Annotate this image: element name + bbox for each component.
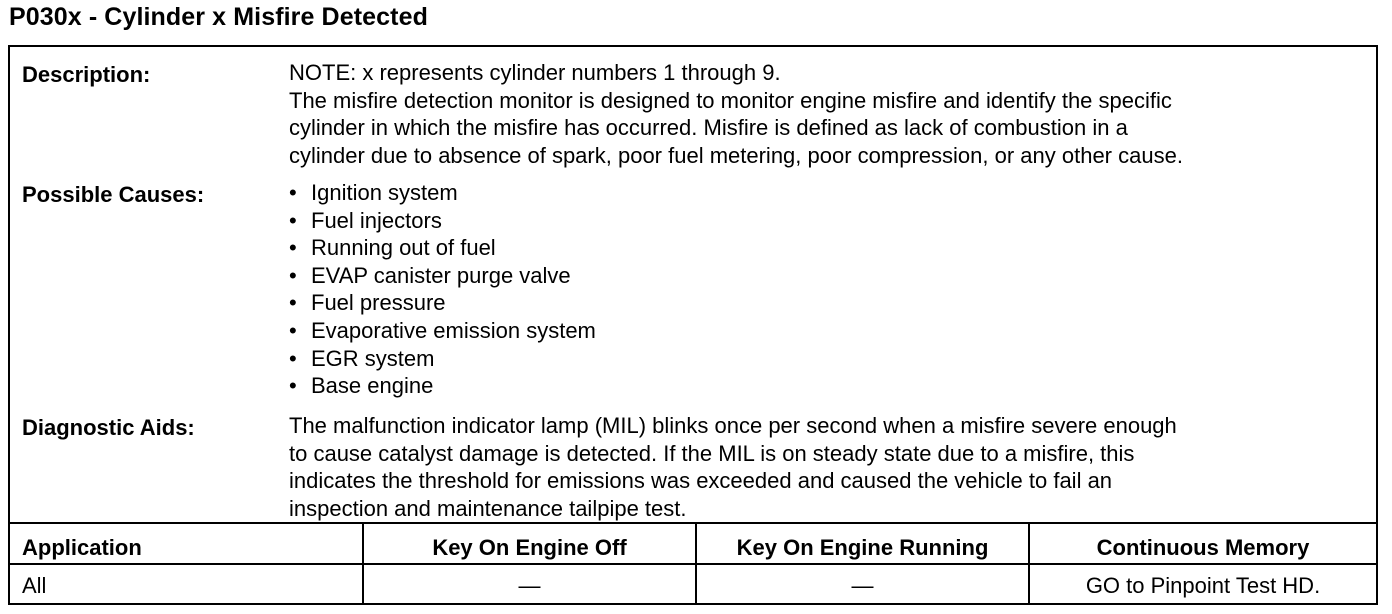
cause-text: EGR system (311, 345, 435, 371)
page-title: P030x - Cylinder x Misfire Detected (9, 3, 428, 31)
diagnostic-aids-text (289, 412, 1177, 522)
list-item (289, 289, 596, 317)
description-line: cylinder in which the misfire has occurred. Misfire is defined as lack of combustion in a (289, 115, 1128, 140)
diagnostic-aids-line: to cause catalyst damage is detected. If the MIL is on steady state due to a misfire, this (289, 440, 1135, 466)
list-item (289, 207, 596, 235)
description-line: NOTE: x represents cylinder numbers 1 through 9. (289, 60, 781, 85)
table-top-divider (10, 522, 1376, 524)
bullet-icon: • (289, 180, 297, 205)
list-item (289, 234, 596, 262)
diagnostic-aids-line: indicates the threshold for emissions was exceeded and caused the vehicle to fail an (289, 468, 1113, 493)
description-label: Description: (22, 62, 151, 87)
table-header-koer: Key On Engine Running (736, 535, 989, 560)
bullet-icon: • (289, 290, 297, 316)
list-item (289, 262, 596, 290)
table-cell-koeo: — (518, 573, 541, 598)
bullet-icon: • (289, 207, 297, 233)
bullet-icon: • (289, 373, 297, 399)
list-item (289, 345, 596, 373)
table-header-application: Application (22, 535, 142, 560)
diagnostic-aids-line: The malfunction indicator lamp (MIL) blinks once per second when a misfire severe enough (289, 413, 1177, 438)
cause-text: Evaporative emission system (311, 317, 596, 343)
table-header-continuous-memory: Continuous Memory (1096, 535, 1310, 560)
possible-causes-list (289, 179, 596, 400)
diagnostic-aids-line: inspection and maintenance tailpipe test. (289, 495, 687, 521)
bullet-icon: • (289, 317, 297, 343)
list-item (289, 317, 596, 345)
bullet-icon: • (289, 235, 297, 261)
bullet-icon: • (289, 262, 297, 288)
cause-text: Fuel pressure (311, 290, 446, 316)
cause-text: Fuel injectors (311, 207, 442, 233)
description-text (289, 59, 1183, 169)
table-header-divider (10, 563, 1376, 565)
table-cell-koer: — (851, 573, 874, 598)
table-header-koeo: Key On Engine Off (432, 535, 627, 560)
list-item (289, 179, 596, 207)
diagnostic-aids-label: Diagnostic Aids: (22, 415, 195, 440)
cause-text: Running out of fuel (311, 235, 496, 261)
table-cell-continuous-memory: GO to Pinpoint Test HD. (1085, 573, 1321, 598)
cause-text: Ignition system (311, 180, 458, 205)
cause-text: Base engine (311, 373, 434, 399)
possible-causes-label: Possible Causes: (22, 182, 205, 207)
table-cell-application: All (22, 573, 47, 598)
description-line: The misfire detection monitor is designed to monitor engine misfire and identify the specific (289, 87, 1172, 113)
list-item (289, 372, 596, 400)
description-line: cylinder due to absence of spark, poor fuel metering, poor compression, or any other cause. (289, 142, 1183, 168)
cause-text: EVAP canister purge valve (311, 262, 571, 288)
bullet-icon: • (289, 345, 297, 371)
dtc-info-table (8, 45, 1378, 605)
